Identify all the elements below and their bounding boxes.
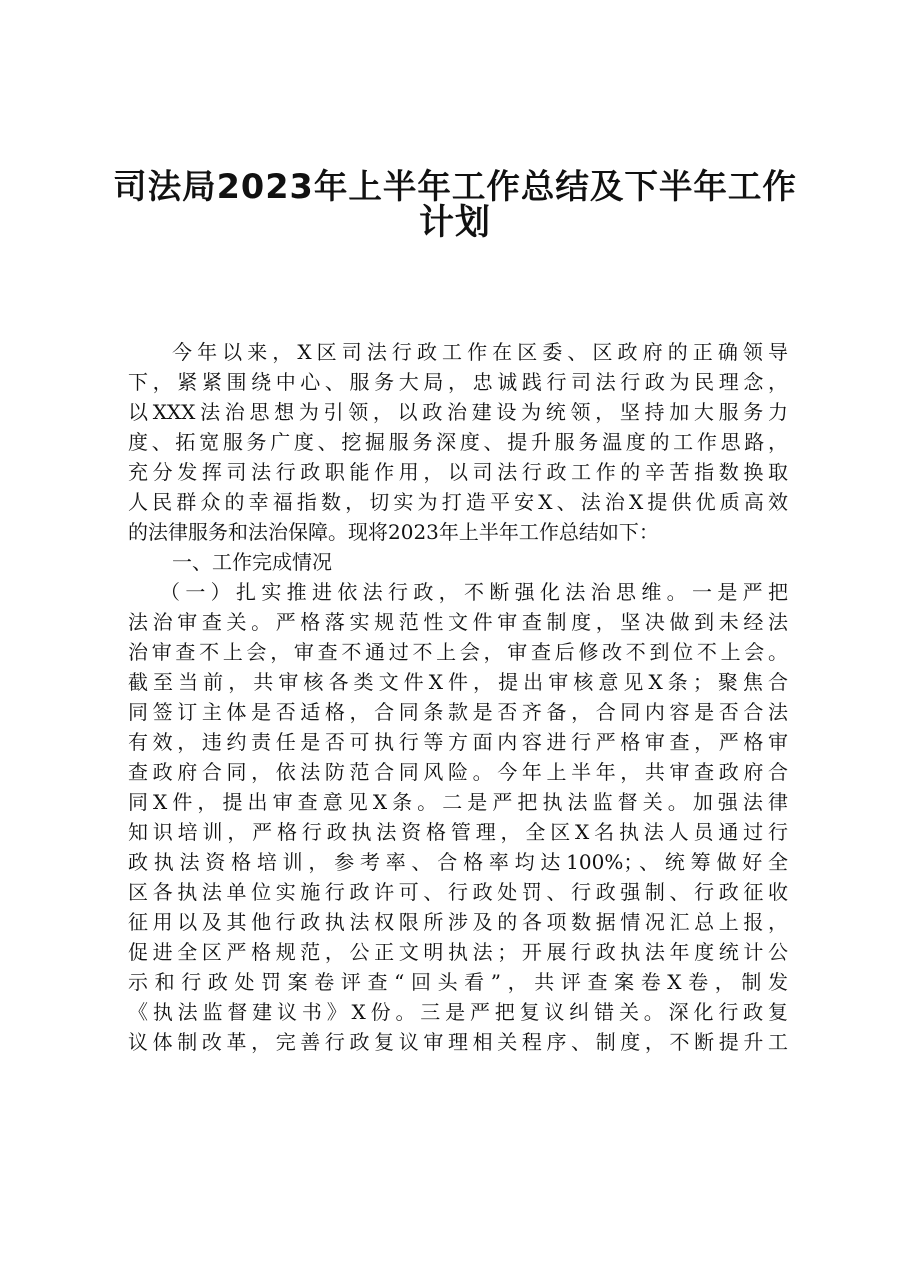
paragraph-line: 以XXX法治思想为引领，以政治建设为统领，坚持加大服务力 (128, 400, 788, 424)
paragraph-line: 度、拓宽服务广度、挖掘服务深度、提升服务温度的工作思路， (128, 430, 788, 454)
paragraph-line: 下，紧紧围绕中心、服务大局，忠诚践行司法行政为民理念， (128, 370, 788, 394)
paragraph-line: 有效，违约责任是否可执行等方面内容进行严格审查，严格审 (128, 730, 788, 754)
paragraph-line: 政执法资格培训，参考率、合格率均达100%；、统筹做好全 (128, 850, 788, 874)
paragraph-line: 区各执法单位实施行政许可、行政处罚、行政强制、行政征收 (128, 880, 788, 904)
paragraph-line: 治审查不上会，审查不通过不上会，审查后修改不到位不上会。 (128, 640, 788, 664)
paragraph-line: 今年以来，X区司法行政工作在区委、区政府的正确领导 (172, 340, 788, 364)
document-title-line-1: 司法局2023年上半年工作总结及下半年工作 (113, 167, 797, 206)
paragraph-line: 截至当前，共审核各类文件X件，提出审核意见X条；聚焦合 (128, 670, 788, 694)
paragraph-line: 充分发挥司法行政职能作用，以司法行政工作的辛苦指数换取 (128, 460, 788, 484)
paragraph-line: 的法律服务和法治保障。现将2023年上半年工作总结如下： (128, 520, 659, 544)
paragraph-line: 议体制改革，完善行政复议审理相关程序、制度，不断提升工 (128, 1030, 788, 1054)
paragraph-line: （一）扎实推进依法行政，不断强化法治思维。一是严把 (160, 580, 788, 604)
paragraph-line: 人民群众的幸福指数，切实为打造平安X、法治X提供优质高效 (128, 490, 788, 514)
document-title-line-2: 计划 (418, 203, 491, 243)
paragraph-line: 《执法监督建议书》X份。三是严把复议纠错关。深化行政复 (128, 1000, 788, 1024)
paragraph-line: 同签订主体是否适格，合同条款是否齐备，合同内容是否合法 (128, 700, 788, 724)
paragraph-line: 知识培训，严格行政执法资格管理，全区X名执法人员通过行 (128, 820, 788, 844)
paragraph-line: 促进全区严格规范，公正文明执法；开展行政执法年度统计公 (128, 940, 788, 964)
paragraph-line: 法治审查关。严格落实规范性文件审查制度，坚决做到未经法 (128, 610, 788, 634)
paragraph-line: 查政府合同，依法防范合同风险。今年上半年，共审查政府合 (128, 760, 788, 784)
section-heading: 一、工作完成情况 (172, 550, 332, 574)
paragraph-line: 征用以及其他行政执法权限所涉及的各项数据情况汇总上报， (128, 910, 788, 934)
paragraph-line: 同X件，提出审查意见X条。二是严把执法监督关。加强法律 (128, 790, 788, 814)
paragraph-line: 示和行政处罚案卷评查“回头看”，共评查案卷X卷，制发 (128, 970, 788, 994)
